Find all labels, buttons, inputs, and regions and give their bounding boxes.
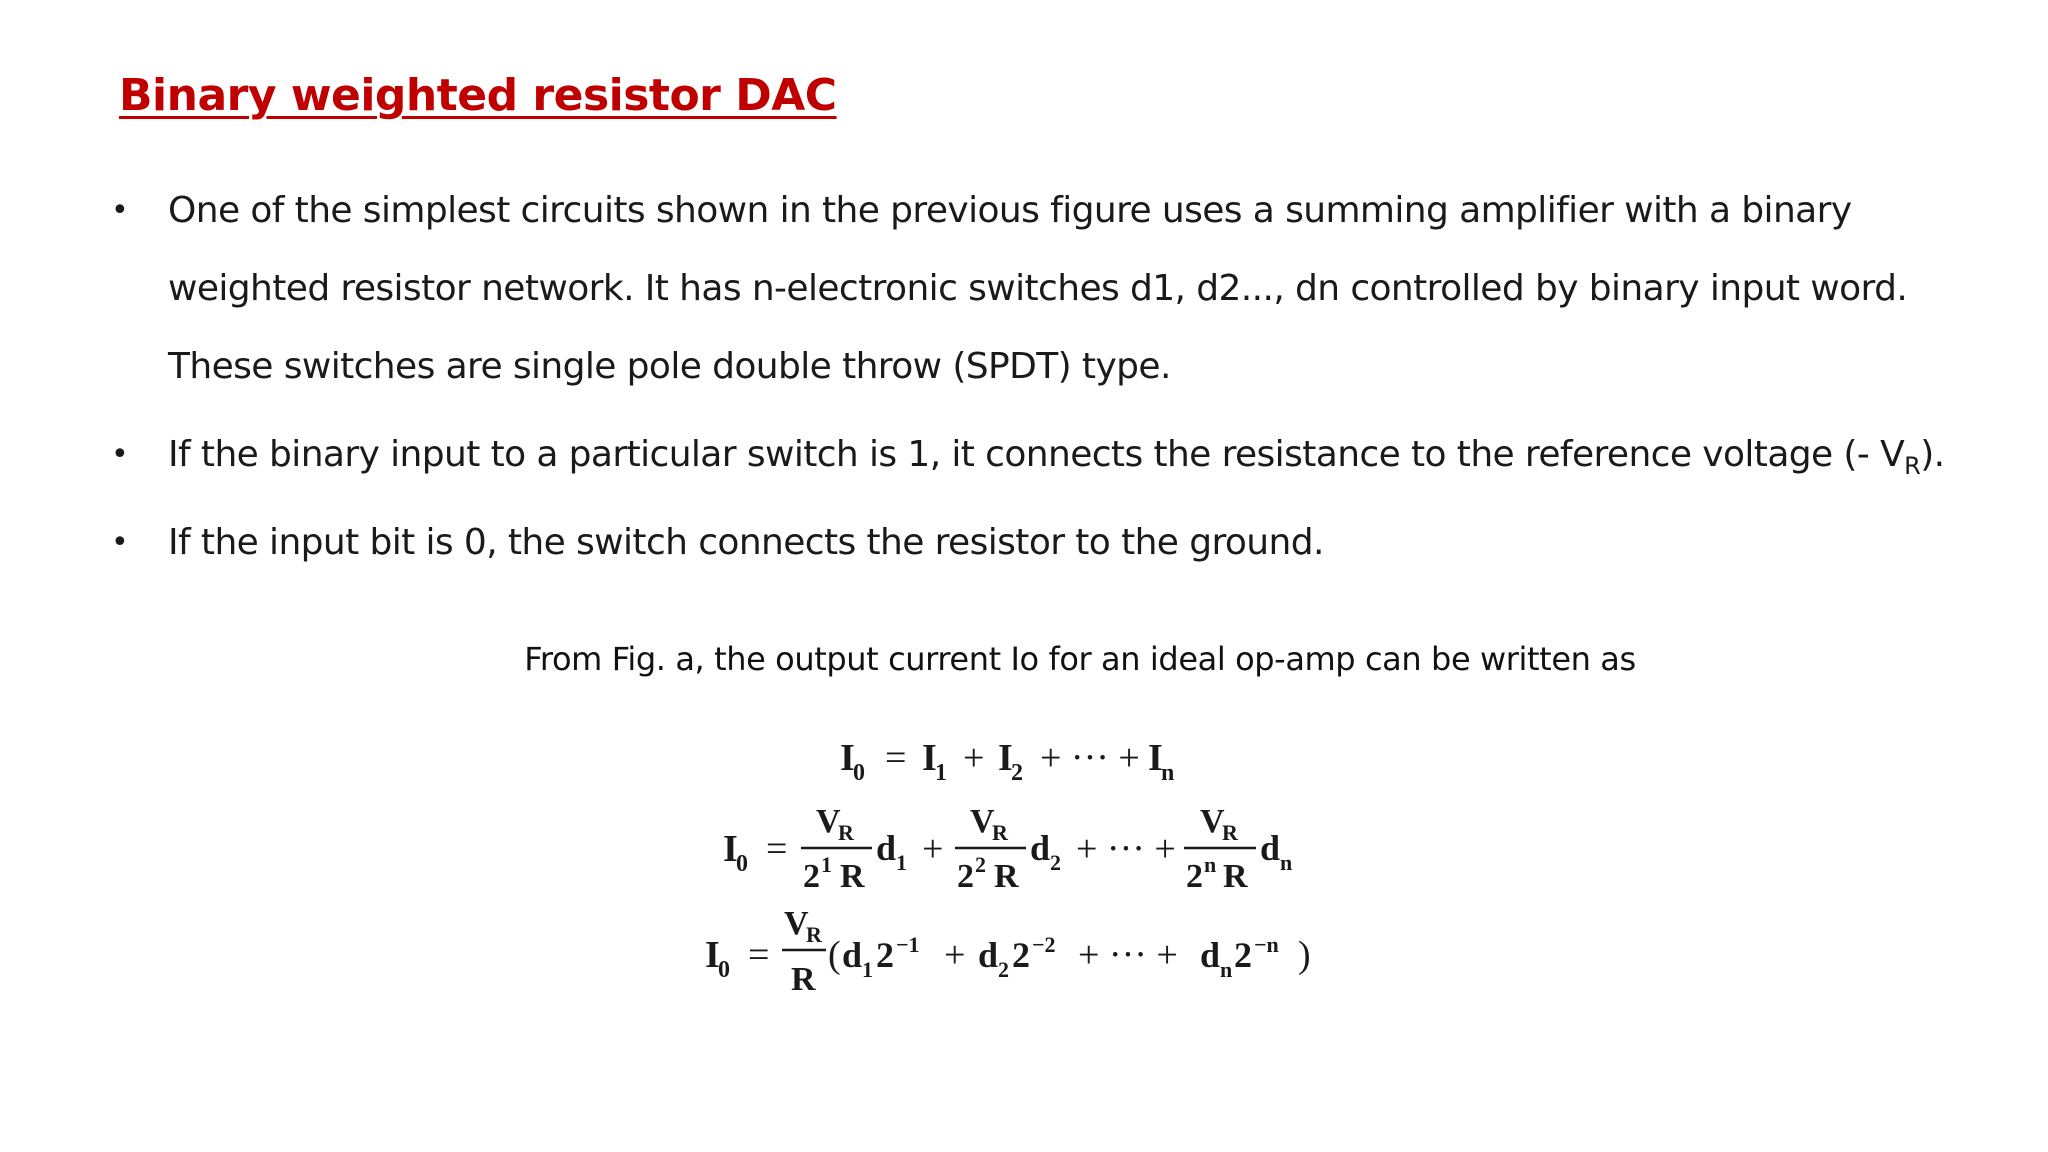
eq3-plus1: +	[944, 934, 966, 976]
eq1-lhs-sub: 0	[853, 760, 865, 786]
eq2-frac3-den-r: R	[1223, 858, 1248, 895]
eq1-lhs: I	[840, 737, 855, 779]
eq3-lhs: I	[705, 934, 720, 976]
eq3-equals: =	[748, 934, 770, 976]
eq2-lhs-sub: 0	[736, 851, 748, 877]
eq2-d3: d	[1260, 828, 1281, 868]
eq2-equals: =	[766, 828, 788, 870]
bullet-line: weighted resistor network. It has n-electronic switches d1, d2..., dn controlled by binary input word.	[168, 268, 1908, 309]
eq1-plus1: +	[963, 737, 985, 779]
eq2-frac1-den-r: R	[840, 858, 865, 895]
eq3-c-sub: n	[1220, 957, 1233, 982]
eq1-term3: I	[1148, 737, 1163, 779]
eq3-a-exp: −1	[896, 932, 920, 957]
eq3-lhs-sub: 0	[718, 957, 730, 983]
eq2-frac2-num: V	[970, 803, 995, 840]
eq1-plus2: + ··· +	[1040, 737, 1140, 779]
bullet-subscript: R	[1904, 452, 1921, 480]
bullet-dot-icon: •	[111, 193, 129, 228]
eq1-equals: =	[885, 737, 907, 779]
bullet-dot-icon: •	[111, 525, 129, 560]
eq2-d2-sub: 2	[1050, 850, 1061, 875]
eq2-frac3-den-base: 2	[1186, 858, 1203, 895]
bullet-dot-icon: •	[111, 437, 129, 472]
eq3-b-base: 2	[1012, 935, 1030, 975]
eq1-term3-sub: n	[1161, 760, 1175, 786]
eq3-frac-num-sub: R	[806, 922, 822, 947]
eq2-d3-sub: n	[1280, 850, 1293, 875]
eq3-a-sub: 1	[862, 957, 873, 982]
eq2-lhs: I	[723, 828, 738, 870]
eq2-frac1-num: V	[816, 803, 841, 840]
eq2-plus2: + ··· +	[1076, 828, 1176, 870]
eq3-close-paren: )	[1298, 934, 1311, 976]
bullet-text: If the binary input to a particular switch is 1, it connects the resistance to the reference voltage (- V	[168, 434, 1905, 475]
eq2-frac2-den-exp: 2	[975, 852, 986, 877]
eq1-term2-sub: 2	[1011, 760, 1023, 786]
eq3-b-exp: −2	[1032, 932, 1056, 957]
eq1-term1-sub: 1	[935, 760, 947, 786]
eq2-frac2-den-base: 2	[957, 858, 974, 895]
eq3-a-base: 2	[876, 935, 894, 975]
bullet-line: One of the simplest circuits shown in the previous figure uses a summing amplifier with a binary	[168, 190, 1852, 231]
equation-intro: From Fig. a, the output current Io for an ideal op-amp can be written as	[524, 640, 1636, 678]
eq3-c-base: 2	[1234, 935, 1252, 975]
eq3-frac-num: V	[784, 905, 809, 942]
eq2-frac1-den-base: 2	[803, 858, 820, 895]
equation-sum-currents	[840, 737, 1174, 786]
eq3-open-paren: (	[828, 934, 841, 976]
eq2-frac2-num-sub: R	[992, 820, 1008, 845]
eq2-d1-sub: 1	[896, 850, 907, 875]
slide-title: Binary weighted resistor DAC	[119, 70, 837, 121]
eq3-c-exp: −n	[1254, 932, 1279, 957]
bullet-text: If the input bit is 0, the switch connects the resistor to the ground.	[168, 522, 1324, 563]
equation-weighted-sum	[723, 803, 1292, 895]
eq3-a: d	[842, 935, 863, 975]
eq2-frac1-num-sub: R	[838, 820, 854, 845]
eq2-d1: d	[876, 828, 897, 868]
eq3-plus2: + ··· +	[1078, 934, 1178, 976]
eq2-plus1: +	[922, 828, 944, 870]
eq1-term1: I	[922, 737, 937, 779]
eq3-b-sub: 2	[998, 957, 1009, 982]
eq2-frac3-den-exp: n	[1204, 852, 1217, 877]
eq2-frac2-den-r: R	[994, 858, 1019, 895]
eq3-b: d	[978, 935, 999, 975]
bullet-text-end: ).	[1920, 434, 1945, 475]
eq2-frac3-num-sub: R	[1222, 820, 1238, 845]
bullet-line: These switches are single pole double throw (SPDT) type.	[168, 346, 1171, 387]
eq2-frac3-num: V	[1200, 803, 1225, 840]
eq2-d2: d	[1030, 828, 1051, 868]
eq3-c: d	[1200, 935, 1221, 975]
eq3-frac-den: R	[791, 961, 816, 998]
equation-factored	[705, 905, 1311, 998]
eq2-frac1-den-exp: 1	[821, 852, 832, 877]
eq1-term2: I	[998, 737, 1013, 779]
